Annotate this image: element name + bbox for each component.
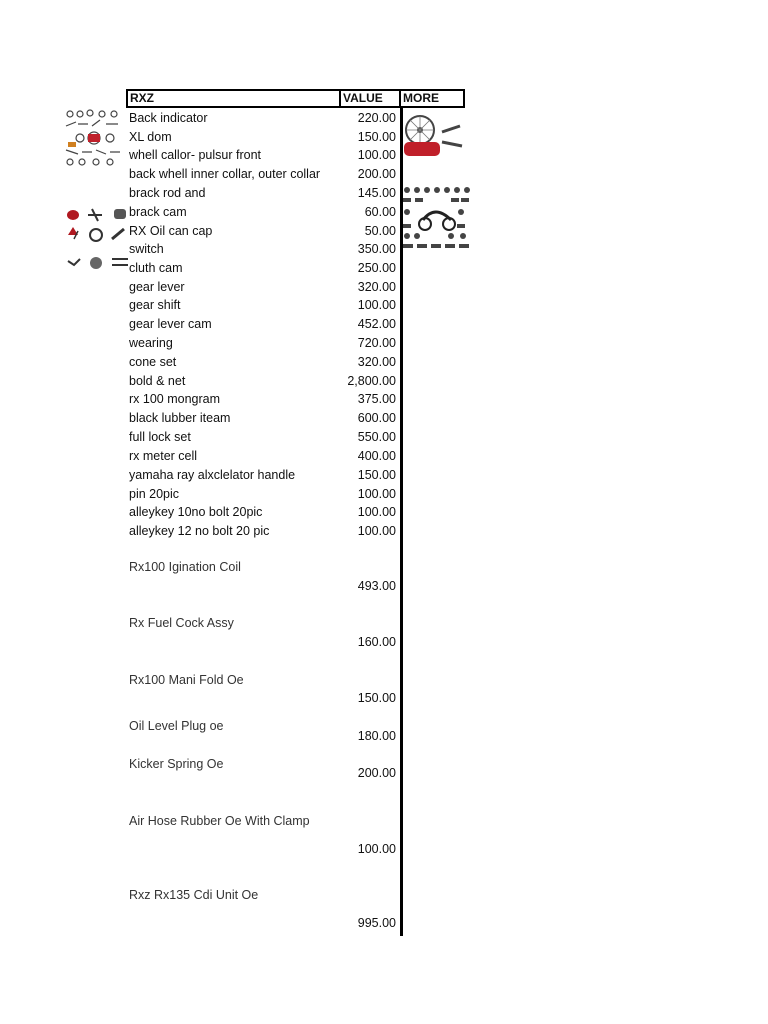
- extra-item-value: 200.00: [357, 766, 396, 780]
- item-name: back whell inner collar, outer collar: [129, 167, 321, 181]
- item-row: [126, 334, 400, 352]
- extra-item-name: Rxz Rx135 Cdi Unit Oe: [129, 888, 259, 902]
- item-row: [126, 466, 400, 484]
- extra-item-value: 150.00: [357, 691, 396, 705]
- item-value: 452.00: [357, 317, 396, 331]
- item-row: [126, 222, 400, 240]
- header-value-cell: VALUE: [339, 89, 401, 108]
- item-name: full lock set: [129, 430, 191, 444]
- extra-item-name: Rx100 Igination Coil: [129, 560, 241, 574]
- wheel-bike-icon: [402, 112, 464, 162]
- item-value: 2,800.00: [347, 374, 396, 388]
- item-value: 60.00: [364, 205, 396, 219]
- extra-item-value: 493.00: [357, 579, 396, 593]
- parts-icons-left: [64, 205, 130, 275]
- item-name: RX Oil can cap: [129, 224, 213, 238]
- item-name: brack rod and: [129, 186, 206, 200]
- item-row: [126, 296, 400, 314]
- item-value: 100.00: [357, 298, 396, 312]
- item-value: 150.00: [357, 130, 396, 144]
- item-name: brack cam: [129, 205, 187, 219]
- item-value: 320.00: [357, 280, 396, 294]
- item-value: 375.00: [357, 392, 396, 406]
- header-name-cell: RXZ: [126, 89, 341, 108]
- item-name: alleykey 10no bolt 20pic: [129, 505, 263, 519]
- item-name: black lubber iteam: [129, 411, 231, 425]
- item-name: cluth cam: [129, 261, 183, 275]
- item-name: rx meter cell: [129, 449, 198, 463]
- item-row: [126, 447, 400, 465]
- item-name: gear shift: [129, 298, 181, 312]
- extra-item-name: Air Hose Rubber Oe With Clamp: [129, 814, 310, 828]
- item-row: [126, 390, 400, 408]
- item-name: yamaha ray alxclelator handle: [129, 468, 296, 482]
- item-row: [126, 485, 400, 503]
- item-row: [126, 128, 400, 146]
- item-row: [126, 146, 400, 164]
- item-value: 100.00: [357, 505, 396, 519]
- extra-item-value: 160.00: [357, 635, 396, 649]
- item-name: Back indicator: [129, 111, 208, 125]
- item-row: [126, 109, 400, 127]
- item-row: [126, 184, 400, 202]
- item-row: [126, 372, 400, 390]
- item-row: [126, 503, 400, 521]
- item-row: [126, 259, 400, 277]
- item-value: 50.00: [364, 224, 396, 238]
- item-value: 720.00: [357, 336, 396, 350]
- header-more-cell: MORE: [401, 89, 465, 108]
- extra-item-name: Rx100 Mani Fold Oe: [129, 673, 244, 687]
- item-row: [126, 522, 400, 540]
- item-value: 320.00: [357, 355, 396, 369]
- extra-item-value: 100.00: [357, 842, 396, 856]
- item-value: 100.00: [357, 524, 396, 538]
- extra-item-value: 180.00: [357, 729, 396, 743]
- item-name: bold & net: [129, 374, 186, 388]
- item-value: 150.00: [357, 468, 396, 482]
- item-row: [126, 409, 400, 427]
- item-name: rx 100 mongram: [129, 392, 221, 406]
- extra-item-name: Rx Fuel Cock Assy: [129, 616, 234, 630]
- item-row: [126, 315, 400, 333]
- item-value: 250.00: [357, 261, 396, 275]
- item-name: gear lever cam: [129, 317, 212, 331]
- parts-collage-icon: [62, 108, 124, 168]
- extra-item-name: Oil Level Plug oe: [129, 719, 224, 733]
- item-value: 550.00: [357, 430, 396, 444]
- item-value: 220.00: [357, 111, 396, 125]
- item-value: 400.00: [357, 449, 396, 463]
- item-name: alleykey 12 no bolt 20 pic: [129, 524, 270, 538]
- item-value: 100.00: [357, 487, 396, 501]
- item-name: gear lever: [129, 280, 185, 294]
- item-value: 600.00: [357, 411, 396, 425]
- item-value: 200.00: [357, 167, 396, 181]
- parts-grid-icon: [401, 184, 471, 254]
- item-row: [126, 240, 400, 258]
- item-row: [126, 353, 400, 371]
- item-name: cone set: [129, 355, 177, 369]
- item-row: [126, 278, 400, 296]
- item-value: 100.00: [357, 148, 396, 162]
- item-name: wearing: [129, 336, 173, 350]
- item-name: pin 20pic: [129, 487, 180, 501]
- extra-item-name: Kicker Spring Oe: [129, 757, 224, 771]
- item-value: 350.00: [357, 242, 396, 256]
- item-value: 145.00: [357, 186, 396, 200]
- item-row: [126, 203, 400, 221]
- item-row: [126, 165, 400, 183]
- extra-item-value: 995.00: [357, 916, 396, 930]
- item-name: switch: [129, 242, 164, 256]
- item-name: XL dom: [129, 130, 172, 144]
- item-row: [126, 428, 400, 446]
- item-name: whell callor- pulsur front: [129, 148, 261, 162]
